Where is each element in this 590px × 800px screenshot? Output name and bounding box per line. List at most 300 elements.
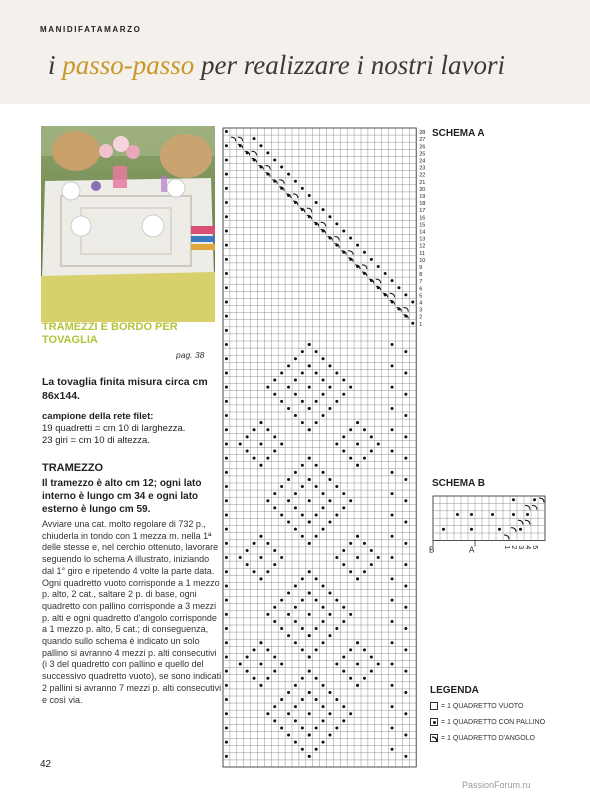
dot-mark [287,592,290,595]
campione-line: 23 giri = cm 10 di altezza. [42,435,150,446]
dot-mark [363,542,366,545]
dot-mark [356,464,359,467]
instructions-text [42,519,222,706]
dot-mark [280,485,283,488]
dot-mark [287,386,290,389]
tramezzo-heading: TRAMEZZO [42,462,104,474]
legend-item-dot: = 1 QUADRETTO CON PALLINO [430,718,545,726]
row-number: 11 [419,250,426,257]
dot-mark [322,584,325,587]
dot-mark [294,684,297,687]
row-number: 15 [419,222,426,229]
dot-mark [322,528,325,531]
dot-mark [225,584,228,587]
dot-mark [266,542,269,545]
dot-mark [391,663,394,666]
row-number: 16 [419,215,426,222]
dot-mark [391,492,394,495]
campione-line: 19 quadretti = cm 10 di larghezza. [42,423,186,434]
dot-mark [391,279,394,282]
row-number: 2 [419,314,423,321]
dot-mark [301,535,304,538]
dot-mark [294,641,297,644]
dot-mark [349,428,352,431]
dot-mark [273,450,276,453]
dot-mark [294,719,297,722]
dot-mark [301,464,304,467]
dot-mark [253,542,256,545]
dot-mark [308,613,311,616]
dot-mark [512,513,515,516]
dot-mark [287,712,290,715]
dot-mark [315,535,318,538]
dot-mark [301,577,304,580]
dot-mark [287,173,290,176]
dot-mark [225,300,228,303]
dot-mark [315,421,318,424]
row-number: 2 [510,545,517,550]
dot-mark [294,180,297,183]
dot-mark [404,478,407,481]
dot-mark [308,521,311,524]
dot-mark [266,613,269,616]
dot-mark [246,549,249,552]
dot-mark [239,663,242,666]
dot-mark [294,492,297,495]
dot-mark [335,222,338,225]
dot-mark [225,357,228,360]
dot-mark [280,627,283,630]
dot-mark [342,393,345,396]
dot-mark [315,648,318,651]
dot-mark [335,371,338,374]
dot-mark [442,528,445,531]
marker-b: B [429,545,435,555]
dot-mark [308,712,311,715]
dot-mark [246,450,249,453]
row-number: 5 [531,545,538,550]
dot-mark [308,428,311,431]
dot-mark [404,691,407,694]
dot-mark [225,315,228,318]
dot-mark [225,670,228,673]
dot-mark [391,450,394,453]
dot-mark [294,620,297,623]
dot-mark [259,577,262,580]
dot-mark [225,144,228,147]
dot-mark [349,499,352,502]
dot-mark [273,435,276,438]
dot-mark [225,187,228,190]
dot-mark [315,464,318,467]
dot-mark [308,592,311,595]
dot-mark [335,556,338,559]
dot-mark [315,599,318,602]
row-number: 3 [419,307,423,314]
dot-mark [225,329,228,332]
dot-mark [308,499,311,502]
row-number: 18 [419,201,426,208]
dot-mark [349,570,352,573]
dot-mark [328,386,331,389]
dot-mark [301,350,304,353]
dot-mark [246,435,249,438]
dot-mark [315,677,318,680]
dot-mark [533,498,536,501]
dot-mark [301,513,304,516]
dot-mark [498,528,501,531]
dot-mark [404,457,407,460]
row-number: 21 [419,179,426,186]
row-number: 22 [419,172,426,179]
dot-mark [335,726,338,729]
dot-mark [273,705,276,708]
dot-mark [342,705,345,708]
dot-mark [391,577,394,580]
dot-mark [225,712,228,715]
dot-mark [404,393,407,396]
dot-mark [280,726,283,729]
dot-mark [391,726,394,729]
dot-mark [225,599,228,602]
dot-mark [397,286,400,289]
dot-mark [225,272,228,275]
dot-mark [391,620,394,623]
row-number: 8 [419,272,423,279]
row-number: 1 [503,545,510,550]
dot-mark [322,208,325,211]
row-number: 23 [419,165,426,172]
dot-mark [294,741,297,744]
dot-mark [328,734,331,737]
dot-mark [404,734,407,737]
dot-mark [266,386,269,389]
schema-a-chart [221,126,433,776]
marker-a: A [469,545,475,555]
dot-mark [301,400,304,403]
dot-mark [335,400,338,403]
dot-mark [225,400,228,403]
dot-mark [391,386,394,389]
dot-mark [322,719,325,722]
dot-mark [342,606,345,609]
dot-mark [342,655,345,658]
dot-mark [349,386,352,389]
dot-mark [391,513,394,516]
dot-mark [225,343,228,346]
dot-mark [259,663,262,666]
dot-mark [259,556,262,559]
dot-mark [342,379,345,382]
dot-mark [294,414,297,417]
dot-mark [328,592,331,595]
dot-mark [377,556,380,559]
dot-mark [273,549,276,552]
dot-mark [356,663,359,666]
dot-mark [328,691,331,694]
dot-mark [322,741,325,744]
dot-mark [356,556,359,559]
page-title: i passo-passo per realizzare i nostri lavori [48,50,506,80]
dot-mark [259,464,262,467]
dot-mark [280,698,283,701]
dot-mark [225,726,228,729]
dot-mark [301,187,304,190]
dot-mark [342,670,345,673]
row-number: 27 [419,137,426,144]
measure-text: La tovaglia finita misura circa cm 86x144. [42,376,208,402]
dot-mark [294,379,297,382]
dot-mark [404,670,407,673]
dot-mark [225,130,228,133]
dot-mark [404,627,407,630]
dot-mark [404,755,407,758]
dot-mark [294,471,297,474]
dot-mark [308,670,311,673]
dot-mark [404,521,407,524]
magazine-name: MANIDIFATAMARZO [40,25,142,34]
dot-mark [404,371,407,374]
dot-mark [308,478,311,481]
dot-mark [342,229,345,232]
row-number: 28 [419,130,426,137]
row-number: 4 [524,545,531,550]
dot-mark [294,357,297,360]
dot-mark [308,655,311,658]
dot-mark [370,549,373,552]
dot-mark [342,549,345,552]
row-number: 26 [419,144,426,151]
dot-mark [342,620,345,623]
dot-mark [225,158,228,161]
legend-item-corner: = 1 QUADRETTO D'ANGOLO [430,734,535,742]
dot-mark [491,513,494,516]
dot-mark [411,300,414,303]
dot-mark [391,407,394,410]
dot-mark [301,748,304,751]
watermark: PassionForum.ru [462,780,531,790]
dot-mark [225,556,228,559]
dot-mark [266,151,269,154]
dot-mark [294,584,297,587]
dot-mark [370,563,373,566]
dot-mark [335,442,338,445]
dot-mark [308,386,311,389]
dot-mark [273,158,276,161]
row-number: 25 [419,151,426,158]
dot-mark [253,428,256,431]
dot-mark [322,393,325,396]
dot-mark [308,343,311,346]
dot-mark [225,286,228,289]
dot-mark [512,498,515,501]
dot-mark [370,435,373,438]
dot-mark [363,457,366,460]
dot-mark [225,655,228,658]
dot-mark [404,350,407,353]
dot-mark [349,648,352,651]
dot-mark [225,741,228,744]
dot-mark [280,442,283,445]
dot-mark [349,542,352,545]
dot-mark [363,677,366,680]
dot-mark [280,166,283,169]
dot-mark [266,648,269,651]
dot-mark [273,670,276,673]
dot-mark [322,379,325,382]
dot-mark [301,698,304,701]
row-number: 5 [419,293,423,300]
dot-mark [384,272,387,275]
dot-mark [273,620,276,623]
dot-mark [335,485,338,488]
dot-mark [280,371,283,374]
dot-mark [370,670,373,673]
dot-mark [246,655,249,658]
dot-mark [280,513,283,516]
campione-heading: campione della rete filet: [42,411,154,422]
dot-mark [253,570,256,573]
dot-mark [342,492,345,495]
dot-mark [225,471,228,474]
dot-mark [335,663,338,666]
dot-mark [391,428,394,431]
dot-mark [404,563,407,566]
dot-mark [526,513,529,516]
dot-mark [287,364,290,367]
dot-mark [328,613,331,616]
row-number: 12 [419,243,426,250]
dot-mark [273,719,276,722]
dot-mark [315,201,318,204]
dot-mark [273,492,276,495]
dot-mark [322,641,325,644]
dot-mark [349,613,352,616]
dot-mark [273,606,276,609]
dot-mark [273,393,276,396]
dot-mark [287,407,290,410]
dot-mark [322,620,325,623]
dot-mark [315,485,318,488]
dot-mark [456,513,459,516]
dot-mark [225,513,228,516]
dot-mark [404,584,407,587]
dot-mark [315,400,318,403]
dot-mark [301,677,304,680]
dot-mark [253,457,256,460]
dot-mark [287,634,290,637]
dot-mark [377,442,380,445]
dot-mark [301,599,304,602]
dot-mark [246,670,249,673]
dot-mark [225,755,228,758]
dot-mark [259,421,262,424]
dot-mark [404,499,407,502]
dot-mark [294,506,297,509]
dot-mark [470,528,473,531]
dot-mark [308,734,311,737]
dot-mark [335,513,338,516]
dot-mark [470,513,473,516]
dot-mark [349,237,352,240]
dot-mark [301,421,304,424]
dot-mark [342,506,345,509]
row-number: 9 [419,265,423,271]
schema-b-label: SCHEMA B [432,478,485,489]
dot-mark [287,691,290,694]
dot-mark [356,684,359,687]
dot-mark [273,563,276,566]
dot-mark [259,535,262,538]
dot-mark [363,648,366,651]
dot-mark [391,556,394,559]
dot-mark [253,648,256,651]
dot-mark [308,755,311,758]
instructions-paragraph: Avviare una cat. molto regolare di 732 p., chiuderla in tondo con 1 mezza m. nella 1ª delle stesse e, nel cerchio ottenuto, lavorare seguendo lo schema A illustrato, iniziando dal 1° giro e ripetendo 4 volte la parte data. [42,519,219,576]
dot-mark [266,677,269,680]
dot-mark [225,542,228,545]
dot-mark [225,684,228,687]
dot-mark [259,641,262,644]
dot-mark [225,414,228,417]
row-number: 3 [517,545,524,550]
dot-mark [328,634,331,637]
dot-mark [404,648,407,651]
dot-mark [225,428,228,431]
dot-mark [391,535,394,538]
legend-item-empty: = 1 QUADRETTO VUOTO [430,702,523,710]
dot-mark [301,371,304,374]
dot-mark [322,684,325,687]
dot-mark [246,563,249,566]
dot-mark [225,641,228,644]
dot-mark [225,457,228,460]
dot-mark [301,726,304,729]
row-number: 14 [419,229,426,236]
dot-mark [322,506,325,509]
dot-mark [266,499,269,502]
dot-mark [391,364,394,367]
dot-mark [225,229,228,232]
dot-mark [308,194,311,197]
section-title: TRAMEZZI E BORDO PER TOVAGLIA [42,321,178,346]
dot-mark [363,428,366,431]
empty-square-icon [430,702,438,710]
schema-b-chart [426,492,576,574]
dot-mark [315,627,318,630]
dot-mark [315,577,318,580]
row-number: 19 [419,194,426,200]
dot-mark [356,577,359,580]
row-number: 7 [419,279,423,286]
dot-mark [370,450,373,453]
dot-mark [225,485,228,488]
dot-mark [391,343,394,346]
dot-mark [328,712,331,715]
dot-mark [315,698,318,701]
dot-mark [294,528,297,531]
row-number: 24 [419,158,426,165]
dot-mark [328,407,331,410]
dot-mark [377,663,380,666]
dot-mark [266,570,269,573]
dot-mark [411,322,414,325]
dot-mark [273,379,276,382]
table-photo [41,126,215,322]
dot-mark [356,421,359,424]
dot-mark [322,705,325,708]
dot-mark [225,386,228,389]
